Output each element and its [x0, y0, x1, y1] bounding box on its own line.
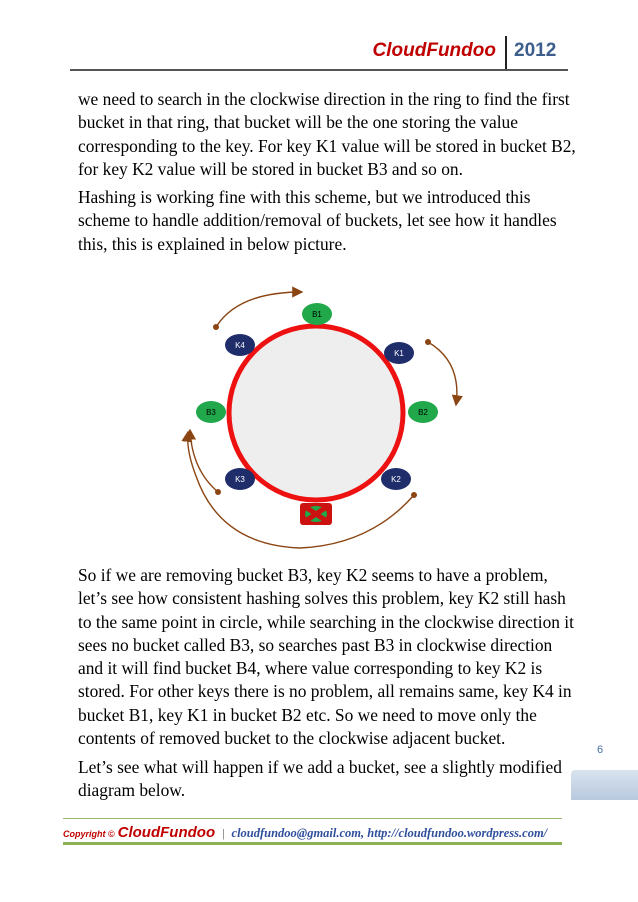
- key-k3-label: K3: [235, 475, 245, 484]
- footer-separator: |: [222, 826, 225, 840]
- paragraph-3: So if we are removing bucket B3, key K2 seems to have a problem, let’s see how consistent hashing solves this problem, key K2 still hash to the same point in circle, while searching in the clockwise direction it sees no bucket called B3, so searches past B3 in clockwise direction and it will find bucket B4, where value corresponding to key K2 is stored. For other keys there is no problem, all remains same, key K4 in bucket B1, key K1 in bucket B2 etc. So we need to move only the contents of removed bucket to the clockwise adjacent bucket.: [78, 565, 574, 749]
- bucket-b1-label: B1: [312, 310, 322, 319]
- arrow-k1-to-b2: [425, 339, 457, 405]
- bucket-b1-node: [302, 303, 332, 325]
- bucket-b3-label: B3: [206, 408, 216, 417]
- paragraph-4: Let’s see what will happen if we add a bucket, see a slightly modified diagram below.: [78, 757, 562, 801]
- bucket-b3-node: [196, 401, 226, 423]
- bucket-b2-node: [408, 401, 438, 423]
- key-k2-label: K2: [391, 475, 401, 484]
- key-k1-node: [384, 342, 414, 364]
- footer-copyright: Copyright ©: [63, 829, 115, 839]
- key-k4-label: K4: [235, 341, 245, 350]
- red-x-removal-icon: [300, 503, 332, 525]
- footer-contact: cloudfundoo@gmail.com, http://cloudfundoo.wordpress.com/: [231, 826, 548, 840]
- footer-rule-top: [63, 818, 562, 819]
- paragraph-2: Hashing is working fine with this scheme, but we introduced this scheme to handle addition/removal of buckets, let see how it handles this, this is explained in below picture.: [78, 187, 557, 254]
- footer-rule-bottom: [63, 842, 562, 845]
- bucket-b2-label: B2: [418, 408, 428, 417]
- key-k1-label: K1: [394, 349, 404, 358]
- page-tab-decoration: [571, 770, 638, 800]
- hash-ring: [229, 326, 403, 500]
- arrow-k3-to-b3: [190, 430, 221, 495]
- paragraph-1: we need to search in the clockwise direction in the ring to find the first bucket in that ring, that bucket will be the one storing the value corresponding to the key. For key K1 value will be stored in bucket B2, for key K2 value will be stored in bucket B3 and so on.: [78, 89, 576, 179]
- arrow-k4-to-b1: [213, 292, 302, 330]
- footer: [63, 824, 573, 841]
- key-k3-node: [225, 468, 255, 490]
- key-k2-node: [381, 468, 411, 490]
- key-k4-node: [225, 334, 255, 356]
- page-number: 6: [597, 744, 604, 756]
- footer-brand: CloudFundoo: [117, 824, 216, 841]
- header-year: 2012: [514, 40, 557, 61]
- header-title: CloudFundoo: [372, 40, 496, 61]
